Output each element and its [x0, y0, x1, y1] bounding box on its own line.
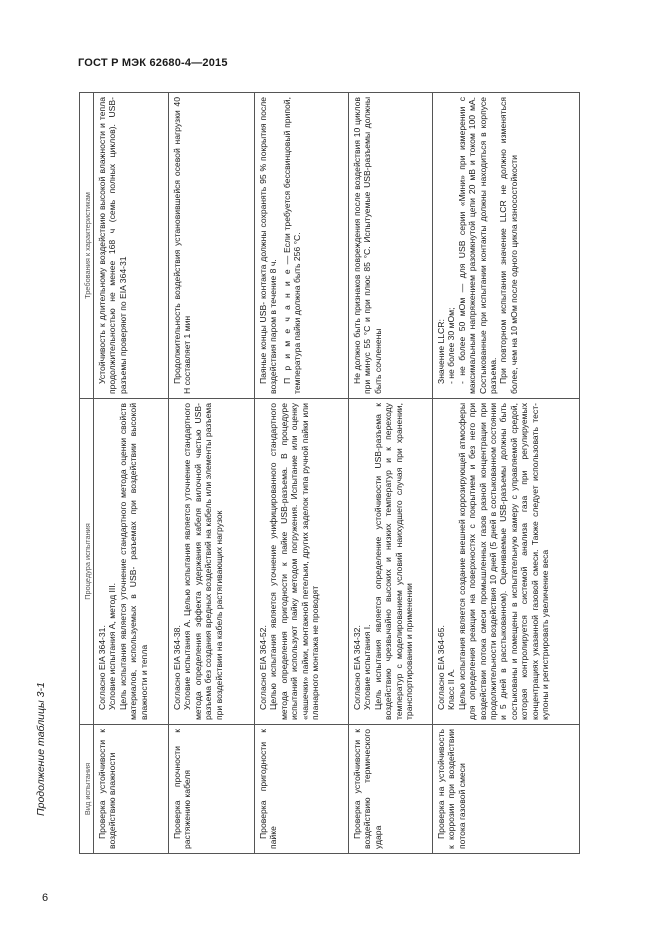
test-procedure: Согласно EIA 364-52. Целью испытания является уточнение унифицированного стандартного метода определения пригодности к пайке USB-разъема. В процедуре испытаний используют пайку методом погружения. Испытание или оценку «чашечки» пайки, монтажной петельки, других заделок типа ручной пайки или планарного монтажа не проводят	[255, 398, 348, 724]
column-header-requirements: Требования к характеристикам	[83, 192, 92, 299]
table-caption: Продолжение таблицы 3-1	[35, 682, 47, 816]
test-name: Проверка устойчивости к воздействию термического удара	[349, 724, 432, 853]
table-row	[168, 93, 254, 853]
test-requirements: Устойчивость к длительному воздействию высокой влажности и тепла продолжительностью не менее 168 ч (семь полных циклов). USB-разъемы проверяют по EIA 364-31	[97, 97, 128, 394]
test-name: Проверка на устойчивость к коррозии при воздействии потока газовой смеси	[433, 724, 580, 853]
table-row	[254, 93, 348, 853]
test-procedure: Согласно EIA 364-32. Условие испытания I. Цель испытания является определение устойчивости USB-разъема к воздействию чрезвычайно высоких и низких температур и к переходу температур с моделированием условий наихудшего случая при хранении, транспортировании и применении	[349, 398, 432, 724]
test-requirements: Значение LLCR: - не более 30 мОм; - не более 50 мОм — для USB серии «Мини» при измерении с максимальным напряжением разомкнутой цепи 20 мВ и током 100 мА. Состыкованные при испытании контакты должны находиться в корпусе разъема. При повторном испытании значение LLCR не должно изменяться более, чем на 10 мОм после одного цикла износостойкости	[436, 97, 519, 394]
test-procedure: Согласно EIA 364-31. Условие испытания А, метод III. Цель испытания является уточнение стандартного метода оценки свойств материалов, используемых в USB- разъемах при воздействии высокой влажности и тепла	[94, 398, 168, 724]
test-name: Проверка устойчивости к воздействию влажности	[94, 724, 168, 853]
table-row	[348, 93, 432, 853]
table-header-row	[80, 93, 93, 853]
test-name: Проверка прочности к растяжению кабеля	[169, 724, 254, 853]
document-title: ГОСТ Р МЭК 62680-4—2015	[78, 57, 228, 69]
table-row	[93, 93, 168, 853]
page-number: 6	[42, 892, 49, 904]
column-header-procedure: Процедура испытания	[80, 398, 93, 724]
test-table	[79, 92, 580, 854]
test-procedure: Согласно EIA 364-65. Класс II А. Целью испытания является создание внешней коррозирующей атмосферы для определения реакции на поверхностях с покрытием и без него при воздействии потока смеси промышленных газов разной концентрации при продолжительности воздействия 10 дней (5 дней в состыкованном состоянии и 5 дней в расстыкованном). Оцениваемые USB-разъемы должны быть состыкованы и помещены в испытательную камеру с управляемой средой, которая контролируется системой анализа газа при регулируемых концентрациях указанной газовой смеси. Также следует использовать тест-купоны и регистрировать увеличение веса	[433, 398, 580, 724]
test-requirements: Не должно быть признаков повреждения после воздействия 10 циклов при минус 55 °С и при плюс 85 °С. Испытуемые USB-разъемы должны быть сочленены	[352, 97, 383, 394]
column-header-test: Вид испытания	[80, 724, 93, 853]
test-procedure: Согласно EIA 364-38. Условие испытания А. Целью испытания является уточнение стандартного метода определения эффекта удержания кабеля вилочной частью USB-разъема без создания вредных воздействий на кабель или элементы разъема при воздействии на кабель растягивающих нагрузок	[169, 398, 254, 724]
requirements-note: П р и м е ч а н и е — Если требуется бессвинцовый припой, температура пайки должна быть 256 °С.	[281, 97, 303, 394]
test-name: Проверка пригодности к пайке	[255, 724, 348, 853]
test-requirements: Паяные концы USB- контакта должны сохранять 95 % покрытия после воздействия паром в течение 8 ч. П р и м е ч а н и е — Если требуется бессвинцовый припой, температура пайки должна быть 256 °С.	[258, 97, 303, 394]
table-row	[432, 93, 580, 853]
test-requirements: Продолжительность воздействия установившейся осевой нагрузки 40 Н составляет 1 мин	[172, 97, 193, 394]
